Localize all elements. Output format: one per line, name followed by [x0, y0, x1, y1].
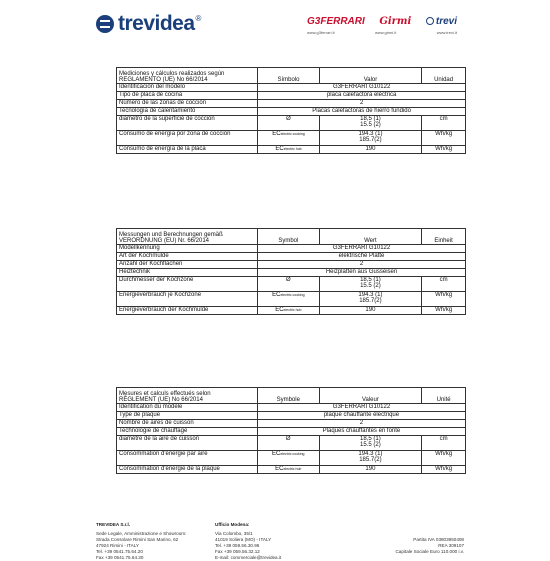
footer-line: Sede Legale, Amministrazione e Showroom: [96, 531, 187, 536]
table-title-line: Mediciones y cálculos realizados según [119, 71, 225, 77]
footer-office-block [215, 522, 281, 561]
footer-line: Partita IVA 03803950408 [413, 537, 464, 542]
row-value: G3FERRARI G10122 [258, 84, 466, 92]
trevidea-logo-icon [96, 15, 114, 33]
energy-table-de [116, 228, 466, 315]
table-title-line: VERORDNUNG (EU) Nr. 66/2014 [119, 238, 210, 244]
row-unit: cm [422, 116, 466, 131]
header-unit: Unité [422, 388, 466, 404]
table-row [117, 420, 466, 428]
row-label: Modellkennung [117, 245, 258, 253]
row-label: Tecnología de calentamiento [117, 108, 258, 116]
row-label: Consumo de energía de la placa [117, 146, 258, 154]
row-label: Tipo de placa de cocina [117, 92, 258, 100]
row-symbol: Ø [257, 436, 319, 451]
header-unit: Einheit [422, 229, 466, 245]
row-symbol-sub: electric hob [283, 308, 302, 312]
table-row [117, 451, 466, 466]
row-symbol: EC [275, 307, 284, 313]
row-label: Energieverbrauch je Kochzone [117, 292, 258, 307]
table-row [117, 269, 466, 277]
url-g3ferrari: www.g3ferrari.it [307, 30, 335, 35]
row-label: Consommation d'énergie par aire [117, 451, 258, 466]
row-label: Identification du modèle [117, 404, 258, 412]
footer-legal-block [380, 537, 464, 555]
row-symbol-sub: electric hob [283, 467, 302, 471]
energy-table-fr [116, 387, 466, 474]
row-label: Type de plaque [117, 412, 258, 420]
row-symbol: Ø [258, 277, 320, 292]
table-title-line: REGLAMENTO (UE) No 66/2014 [119, 77, 208, 83]
table-row [117, 277, 466, 292]
table-row [117, 84, 466, 92]
table-row [117, 428, 466, 436]
row-label: Durchmesser der Kochzone [117, 277, 258, 292]
table-row [117, 146, 466, 154]
row-value: Heizplatten aus Gusseisen [258, 269, 466, 277]
table-header-row [117, 388, 466, 404]
url-trevi: www.trevi.it [436, 30, 457, 35]
row-label: Número de las zonas de cocción [117, 100, 258, 108]
registered-mark: ® [195, 14, 202, 23]
row-value-1: 194.3 (1) [358, 131, 383, 137]
row-value: G3FERRARI G10122 [258, 245, 466, 253]
row-value: 2 [258, 100, 466, 108]
footer-line: Via Colombo, 35/1 [215, 531, 253, 536]
row-value-1: 18,5 (1) [360, 277, 381, 283]
row-value-2: 15.5 (2) [360, 122, 381, 128]
row-value: placa calefactora eléctrica [258, 92, 466, 100]
row-unit: Wh/kg [422, 292, 466, 307]
header-symbol: Símbolo [258, 68, 320, 84]
row-label: Nombre de aires de cuisson [117, 420, 258, 428]
footer-office-title: Ufficio Modena: [215, 522, 250, 527]
footer-line: Fax +39 059.56.32.12 [215, 549, 260, 554]
row-unit: Wh/kg [422, 451, 466, 466]
trevidea-logo [96, 12, 201, 36]
table-row [117, 466, 466, 474]
footer-line: REA 309107 [438, 543, 464, 548]
header-unit: Unidad [422, 68, 466, 84]
header-value: Wert [319, 229, 422, 245]
table-title-line: Messungen und Berechnungen gemäß [119, 232, 223, 238]
brand-trevi-text: trevi [435, 15, 457, 27]
header-symbol: Symbol [258, 229, 320, 245]
logo-text: trevidea [118, 12, 195, 35]
url-girmi: www.girmi.it [374, 30, 397, 35]
footer-company-block [96, 522, 186, 561]
table-row [117, 131, 466, 146]
footer-line: 41019 Soliera (MO) - ITALY [215, 537, 272, 542]
table-row [117, 404, 466, 412]
row-value: Placas calefactoras de hierro fundido [258, 108, 466, 116]
table-row [117, 245, 466, 253]
row-symbol-sub: electric hob [283, 147, 302, 151]
row-symbol: EC [275, 466, 284, 472]
row-unit: Wh/kg [422, 131, 466, 146]
row-label: Anzahl der Kochflächen [117, 261, 258, 269]
row-label: Energieverbrauch der Kochmulde [117, 307, 258, 315]
row-value-2: 185.7(2) [359, 298, 382, 304]
row-value-2: 15.5 (2) [360, 442, 381, 448]
row-symbol: EC [272, 292, 281, 298]
table-header-row [117, 68, 466, 84]
row-label: Consumo de energía por zona de cocción [117, 131, 258, 146]
row-label: Identificación del modelo [117, 84, 258, 92]
footer-line: Tel. +39 059.56.30.96 [215, 543, 260, 548]
header-value: Valor [319, 68, 421, 84]
row-symbol-sub: electric cooking [280, 293, 305, 297]
table-row [117, 307, 466, 315]
footer-line: Tel. +39 0541.75.64.20 [96, 549, 143, 554]
brand-g3ferrari-logo: G3FERRARI [307, 15, 365, 27]
table-header-row [117, 229, 466, 245]
footer-line: Fax +39 0541.75.64.30 [96, 555, 144, 560]
table-row [117, 292, 466, 307]
row-symbol: EC [272, 131, 281, 137]
table-row [117, 253, 466, 261]
table-title-line: Mesures et calculs effectués selon [119, 391, 211, 397]
row-label: diámetro de la superficie de cocción [117, 116, 258, 131]
table-row [117, 261, 466, 269]
row-value: 190 [319, 146, 421, 154]
row-value: 190 [319, 466, 422, 474]
row-value-2: 185.7(2) [359, 137, 382, 143]
row-label: Technologie de chauffage [117, 428, 258, 436]
row-symbol: EC [275, 146, 284, 152]
footer-line: 47924 Rimini - ITALY [96, 543, 139, 548]
row-value: elektrische Platte [258, 253, 466, 261]
row-label: Consommation d'énergie de la plaque [117, 466, 258, 474]
row-label: diamètre de la aire de cuisson [117, 436, 258, 451]
table-row [117, 108, 466, 116]
footer-line: Capitale Sociale Euro 110.000 i.v. [395, 549, 464, 554]
row-value: 2 [258, 261, 466, 269]
row-value: plaque chauffante électrique [257, 412, 465, 420]
header-symbol: Symbole [257, 388, 319, 404]
row-symbol-sub: electric cooking [280, 132, 305, 136]
table-row [117, 436, 466, 451]
row-value-2: 185.7(2) [359, 457, 382, 463]
footer-email: E-mail: commerciale@trevidea.it [215, 555, 282, 560]
table-title-line: RÈGLEMENT (UE) No 66/2014 [119, 397, 203, 403]
row-label: Art der Kochmulde [117, 253, 258, 261]
brand-logos [307, 14, 457, 28]
row-symbol: EC [272, 451, 281, 457]
energy-table-es [116, 67, 466, 154]
footer-company-name: TREVIDEA S.r.l. [96, 522, 131, 527]
table-row [117, 100, 466, 108]
brand-urls [307, 30, 457, 35]
row-unit: cm [422, 436, 466, 451]
brand-trevi-logo [426, 16, 457, 27]
table-row [117, 412, 466, 420]
row-value: Plaques chauffantes en fonte [257, 428, 465, 436]
row-label: Heiztechnik [117, 269, 258, 277]
row-unit: Wh/kg [422, 146, 466, 154]
brand-girmi-logo: Girmi [379, 15, 412, 27]
row-value-1: 18,5 (1) [360, 116, 381, 122]
row-value: 190 [319, 307, 422, 315]
table-row [117, 116, 466, 131]
row-value-1: 194.3 (1) [358, 451, 383, 457]
row-unit: Wh/kg [422, 307, 466, 315]
row-symbol-sub: electric cooking [280, 452, 305, 456]
row-value: 2 [257, 420, 465, 428]
row-value-1: 18,5 (1) [360, 436, 381, 442]
row-unit: Wh/kg [422, 466, 466, 474]
row-value-1: 194.3 (1) [358, 292, 383, 298]
row-symbol: Ø [258, 116, 320, 131]
row-unit: cm [422, 277, 466, 292]
row-value-2: 15.5 (2) [360, 283, 381, 289]
footer-line: Strada Consolare Rimini San Marino, 62 [96, 537, 179, 542]
header-value: Valeur [319, 388, 422, 404]
table-row [117, 92, 466, 100]
row-value: G3FERRARI G10122 [257, 404, 465, 412]
trevi-circle-icon [426, 17, 434, 25]
